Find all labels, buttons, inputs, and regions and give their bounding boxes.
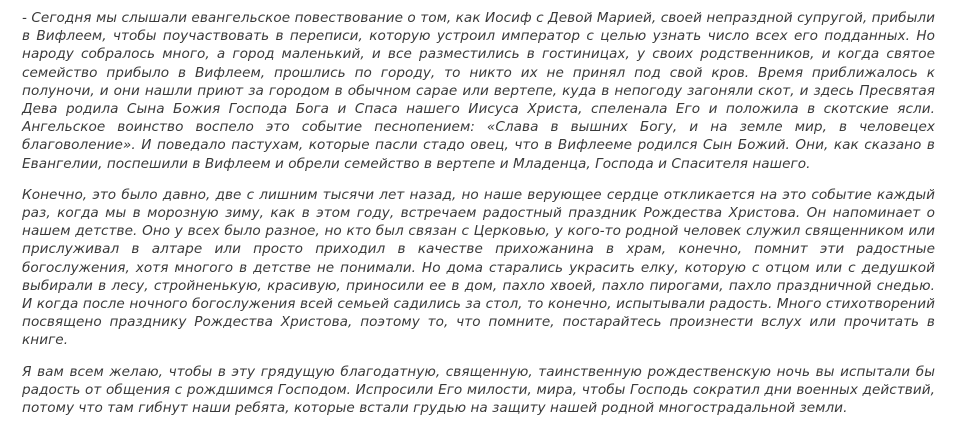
paragraph-nativity-story: - Сегодня мы слышали евангельское повествование о том, как Иосиф с Девой Марией, своей непраздной супругой, прибыли в Вифлеем, чтобы поучаствовать в переписи, которую устроил император с целью узнать число всех его подданных. Но народу собралось много, а город маленький, и все разместились в гостиницах, у своих родственников, и когда святое семейство прибыло в Вифлеем, прошлись по городу, то никто их не принял под свой кров. Время приближалось к полуночи, и они нашли приют за городом в обычном сарае или вертепе, куда в непогоду загоняли скот, и здесь Пресвятая Дева родила Сына Божия Господа Бога и Спаса нашего Иисуса Христа, спеленала Его и положила в скотские ясли. Ангельское воинство воспело это событие песнопением: «Слава в вышних Богу, и на земле мир, в человецех благоволение». И поведало пастухам, которые пасли стадо овец, что в Вифлееме родился Сын Божий. Они, как сказано в Евангелии, поспешили в Вифлеем и обрели семейство в вертепе и Младенца, Господа и Спасителя нашего. [22,10,935,172]
paragraph-christmas-wishes: Я вам всем желаю, чтобы в эту грядущую благодатную, священную, таинственную рождественскую ночь вы испытали бы радость от общения с рождшимся Господом. Испросили Его милости, мира, чтобы Господь сократил дни военных действий, потому что там гибнут наши ребята, которые встали грудью на защиту нашей родной многострадальной земли. [22,363,935,417]
paragraph-childhood-memories: Конечно, это было давно, две с лишним тысячи лет назад, но наше верующее сердце откликается на это событие каждый раз, когда мы в морозную зиму, как в этом году, встречаем радостный праздник Рождества Христова. Он напоминает о нашем детстве. Оно у всех было разное, но кто был связан с Церковью, у кого-то родной человек служил священником или прислуживал в алтаре или просто приходил в качестве прихожанина в храм, конечно, помнит эти радостные богослужения, хотя многого в детстве не понимали. Но дома старались украсить елку, которую с отцом или с дедушкой выбирали в лесу, стройненькую, красивую, приносили ее в дом, пахло хвоей, пахло пирогами, пахло праздничной снедью. И когда после ночного богослужения всей семьей садились за стол, то конечно, испытывали радость. Много стихотворений посвящено празднику Рождества Христова, поэтому то, что помните, постарайтесь произнести вслух или прочитать в книге. [22,186,935,349]
article-body [22,9,935,430]
